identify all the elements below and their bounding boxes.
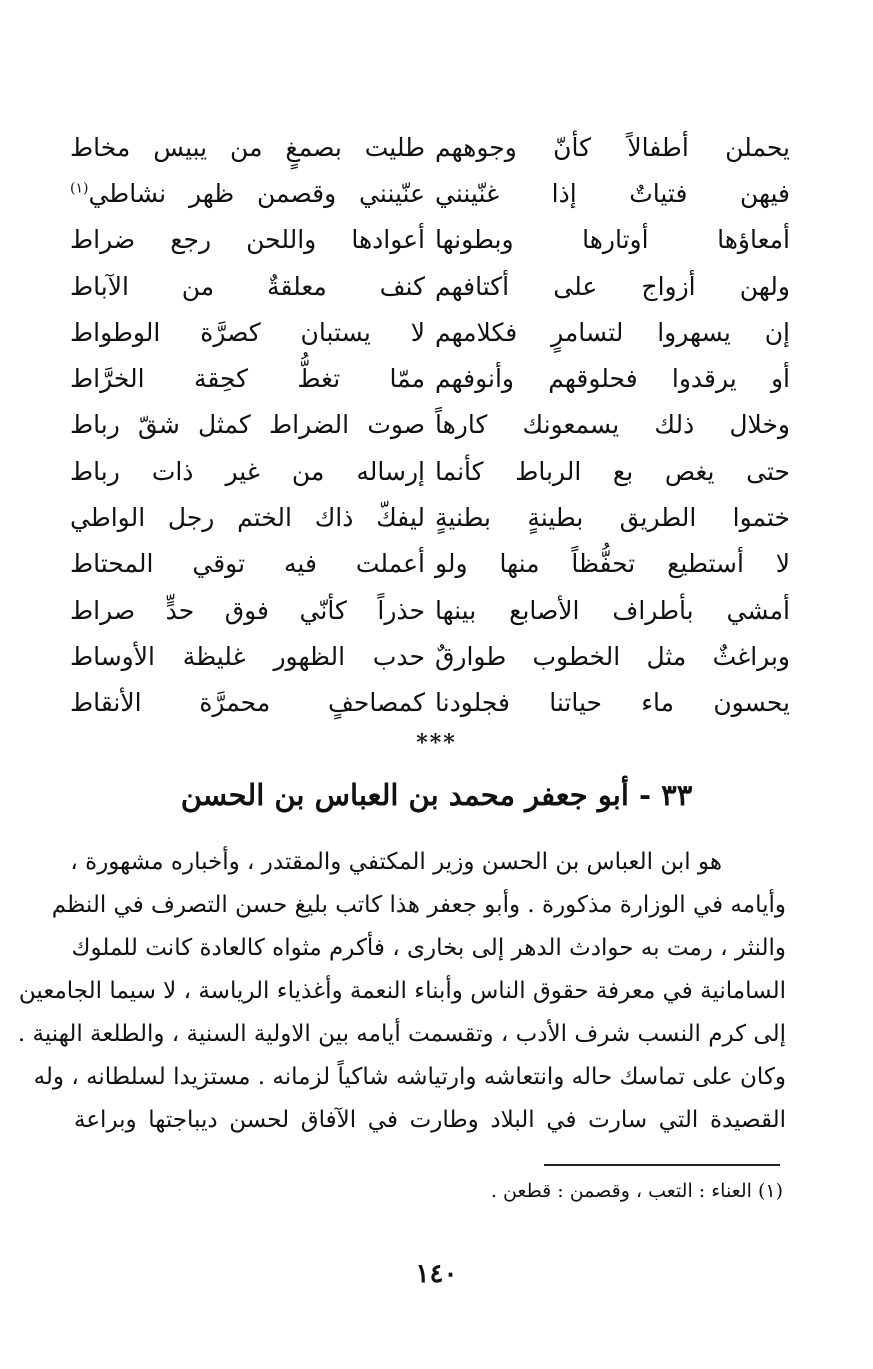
first-hemistich: أو يرقدوا فحلوقهم وأنوفهم xyxy=(435,364,790,394)
body-line xyxy=(17,1012,786,1055)
second-hemistich: ليفكّ ذاك الختم رجل الواطي xyxy=(70,503,425,533)
body-line-text: إلى كرم النسب شرف الأدب ، وتقسمت أيامه بين الاولية السنية ، والطلعة الهنية . xyxy=(17,1020,786,1047)
poem-verse xyxy=(70,309,790,355)
poem-verse xyxy=(70,680,790,726)
second-hemistich: حذراً كأنّي فوق حدٍّ صراط xyxy=(70,595,425,625)
second-hemistich: كمصاحفٍ محمرَّة الأنقاط xyxy=(70,688,425,718)
second-hemistich: كنف معلقةٌ من الآباط xyxy=(70,271,425,301)
body-line xyxy=(33,1055,786,1098)
first-hemistich: لا أستطيع تحفُّظاً منها ولو xyxy=(435,549,790,579)
first-hemistich: وخلال ذلك يسمعونك كارهاً xyxy=(435,410,790,440)
first-hemistich: ختموا الطريق بطينةٍ بطنيةٍ xyxy=(435,503,790,533)
poem-verse xyxy=(70,541,790,587)
second-hemistich: لا يستبان كصرَّة الوطواط xyxy=(70,317,425,347)
second-hemistich-text: عنّينني وقصمن ظهر نشاطي xyxy=(88,178,425,208)
poem-verse xyxy=(70,263,790,309)
poem-verse xyxy=(70,355,790,401)
second-hemistich: أعملت فيه توقي المحتاط xyxy=(70,549,425,579)
first-hemistich: يحملن أطفالاً كأنّ وجوههم xyxy=(435,132,790,162)
first-hemistich: أمشي بأطراف الأصابع بينها xyxy=(435,595,790,625)
poem-verse xyxy=(70,217,790,263)
first-hemistich: أمعاؤها أوتارها وبطونها xyxy=(435,225,790,255)
poem-verse xyxy=(70,402,790,448)
body-line-text: والنثر ، رمت به حوادث الدهر إلى بخارى ، فأكرم مثواه كالعادة كانت للملوك xyxy=(71,934,786,961)
body-line-text: السامانية في معرفة حقوق الناس وأبناء النعمة وأغذياء الرياسة ، لا سيما الجامعين xyxy=(18,977,786,1004)
body-line xyxy=(18,969,786,1012)
body-line xyxy=(74,1098,786,1141)
section-heading: ٣٣ - أبو جعفر محمد بن العباس بن الحسن xyxy=(180,778,693,812)
footnote-divider xyxy=(544,1164,780,1166)
body-line-text: القصيدة التي سارت في البلاد وطارت في الآفاق لحسن ديباجتها وبراعة xyxy=(74,1106,786,1133)
poem-verse xyxy=(70,170,790,216)
poem-verse xyxy=(70,633,790,679)
body-line xyxy=(71,926,786,969)
body-line-text: هو ابن العباس بن الحسن وزير المكتفي والمقتدر ، وأخباره مشهورة ، xyxy=(70,848,722,875)
poem-verse xyxy=(70,494,790,540)
first-hemistich: فيهن فتياتٌ إذا غنّينني xyxy=(435,178,790,208)
second-hemistich: طليت بصمغٍ من يبيس مخاط xyxy=(70,132,425,162)
second-hemistich xyxy=(70,178,425,208)
footnote-reference: (١) xyxy=(70,180,89,197)
first-hemistich: يحسون ماء حياتنا فجلودنا xyxy=(435,688,790,718)
first-hemistich: وبراغثٌ مثل الخطوب طوارقٌ xyxy=(435,641,790,671)
body-line-text: وكان على تماسك حاله وانتعاشه وارتياشه شاكياً لزمانه . مستزيدا لسلطانه ، وله xyxy=(33,1063,786,1090)
body-line xyxy=(70,840,786,883)
second-hemistich: حدب الظهور غليظة الأوساط xyxy=(70,641,425,671)
first-hemistich: حتى يغص بع الرباط كأنما xyxy=(435,456,790,486)
footnote: (١) العناء : التعب ، وقصمن : قطعن . xyxy=(490,1180,783,1202)
first-hemistich: إن يسهروا لتسامرٍ فكلامهم xyxy=(435,317,790,347)
poem-verse xyxy=(70,124,790,170)
poem-verse xyxy=(70,448,790,494)
poem xyxy=(70,124,790,726)
first-hemistich: ولهن أزواج على أكتافهم xyxy=(435,271,790,301)
second-hemistich: إرساله من غير ذات رباط xyxy=(70,456,425,486)
body-line xyxy=(51,883,786,926)
body-line-text: وأيامه في الوزارة مذكورة . وأبو جعفر هذا كاتب بليغ حسن التصرف في النظم xyxy=(51,891,786,918)
second-hemistich: صوت الضراط كمثل شقّ رباط xyxy=(70,410,425,440)
body-text xyxy=(17,840,786,1141)
section-separator: *** xyxy=(416,730,457,756)
second-hemistich: ممّا تغطُّ كحِقة الخرَّاط xyxy=(70,364,425,394)
page-number: ١٤٠ xyxy=(415,1259,458,1289)
second-hemistich: أعوادها واللحن رجع ضراط xyxy=(70,225,425,255)
poem-verse xyxy=(70,587,790,633)
